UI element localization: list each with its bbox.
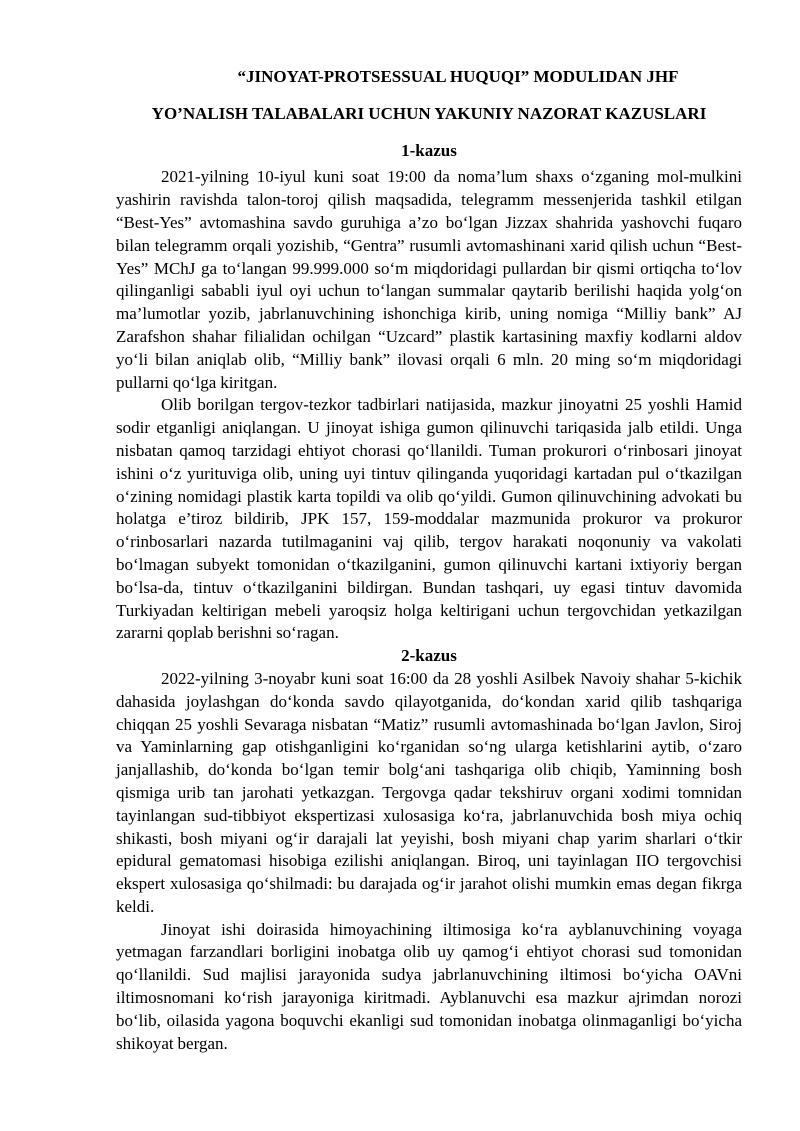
case-heading: 1-kazus	[401, 140, 457, 160]
case-paragraph: 2022-yilning 3-noyabr kuni soat 16:00 da 28 yoshli Asilbek Navoiy shahar 5-kichik dahasida joylashgan do‘konda savdo qilayotganida, do‘kondan xarid qilib tashqariga chiqqan 25 yoshli Sevaraga nisbatan “Matiz” rusumli avtomashinada bo‘lgan Javlon, Siroj va Yaminlarning gap otishganligini ko‘rganidan so‘ng ularga ketishlarini aytib, o‘zaro janjallashib, do‘konda bo‘lgan temir bolg‘ani tashqariga olib chiqib, Yaminning bosh qismiga urib tan jarohati yetkazgan. Tergovga qadar tekshiruv organi xodimi tomnidan tayinlangan sud-tibbiyot ekspertizasi xulosasiga ko‘ra, jabrlanuvchida bosh miya ochiq shikasti, bosh miyani og‘ir darajali lat yeyishi, bosh miyani chap yarim sharlari o‘tkir epidural gematomasi hisobiga ezilishi aniqlangan. Biroq, uni tayinlagan IIO tergovchisi ekspert xulosasiga qo‘shilmadi: bu darajada og‘ir jarahot olishi mumkin emas degan fikrga keldi.	[116, 668, 742, 916]
case-paragraph: 2021-yilning 10-iyul kuni soat 19:00 da noma’lum shaxs o‘zganing mol-mulkini yashirin ravishda talon-toroj qilish maqsadida, telegramm messenjerida tashkil etilgan “Best-Yes” avtomashina savdo guruhiga a’zo bo‘lgan Jizzax shahrida yashovchi fuqaro bilan telegramm orqali yozishib, “Gentra” rusumli avtomashinani xarid qilish uchun “Best-Yes” MChJ ga to‘langan 99.999.000 so‘m miqdoridagi pullardan bir qismi ortiqcha to‘lov qilinganligi sababli iyul oyi uchun to‘langan summalar qaytarib berilishi haqida yolg‘on ma’lumotlar yozib, jabrlanuvchining ishonchiga kirib, uning nomiga “Milliy bank” AJ Zarafshon shahar filialidan ochilgan “Uzcard” plastik kartasining maxfiy kodlarni aldov yo‘li bilan aniqlab olib, “Milliy bank” ilovasi orqali 6 mln. 20 ming so‘m miqdoridagi pullarni qo‘lga kiritgan.	[116, 167, 742, 392]
document-page	[116, 66, 742, 1055]
case-paragraph: Olib borilgan tergov-tezkor tadbirlari natijasida, mazkur jinoyatni 25 yoshli Hamid sodir etganligi aniqlangan. U jinoyat ishiga gumon qilinuvchi tariqasida jalb etildi. Unga nisbatan qamoq tarzidagi ehtiyot chorasi qo‘llanildi. Tuman prokurori o‘rinbosari jinoyat ishini o‘z yurituviga olib, uning uyi tintuv qilinganda yuqoridagi kartadan pul o‘tkazilgan o‘zining nomidagi plastik karta topildi va olib qo‘yildi. Gumon qilinuvchining advokati bu holatga e’tiroz bildirib, JPK 157, 159-moddalar mazmunida prokuror va prokuror o‘rinbosarlari nazarda tutilmaganini vaj qilib, tergov harakati noqonuniy va vakolati bo‘lmagan subyekt tomonidan o‘tkazilganini, gumon qilinuvchi kartani ixtiyoriy bergan bo‘lsa-da, tintuv o‘tkazilganini bildirgan. Bundan tashqari, uy egasi tintuv davomida Turkiyadan keltirigan mebeli yaroqsiz holga keltirigani uchun tergovchidan yetkazilgan zararni qoplab berishni so‘ragan.	[116, 395, 742, 643]
case-heading: 2-kazus	[401, 646, 457, 666]
document-title-line-1: “JINOYAT-PROTSESSUAL HUQUQI” MODULIDAN JHF	[237, 67, 679, 86]
case-2	[116, 645, 742, 1055]
document-title-line-2: YO’NALISH TALABALARI UCHUN YAKUNIY NAZORAT KAZUSLARI	[151, 103, 707, 123]
case-1	[116, 140, 742, 646]
case-paragraph: Jinoyat ishi doirasida himoyachining iltimosiga ko‘ra ayblanuvchining voyaga yetmagan farzandlari borligini inobatga olib uy qamog‘i ehtiyot chorasi sud tomonidan qo‘llanildi. Sud majlisi jarayonida sudya jabrlanuvchining iltimosi bo‘yicha OAVni iltimosnomani ko‘rish jarayoniga kiritmadi. Ayblanuvchi esa mazkur ajrimdan norozi bo‘lib, oilasida yagona boquvchi ekanligi sud tomonidan inobatga olinmaganligi bo‘yicha shikoyat bergan.	[116, 919, 742, 1053]
